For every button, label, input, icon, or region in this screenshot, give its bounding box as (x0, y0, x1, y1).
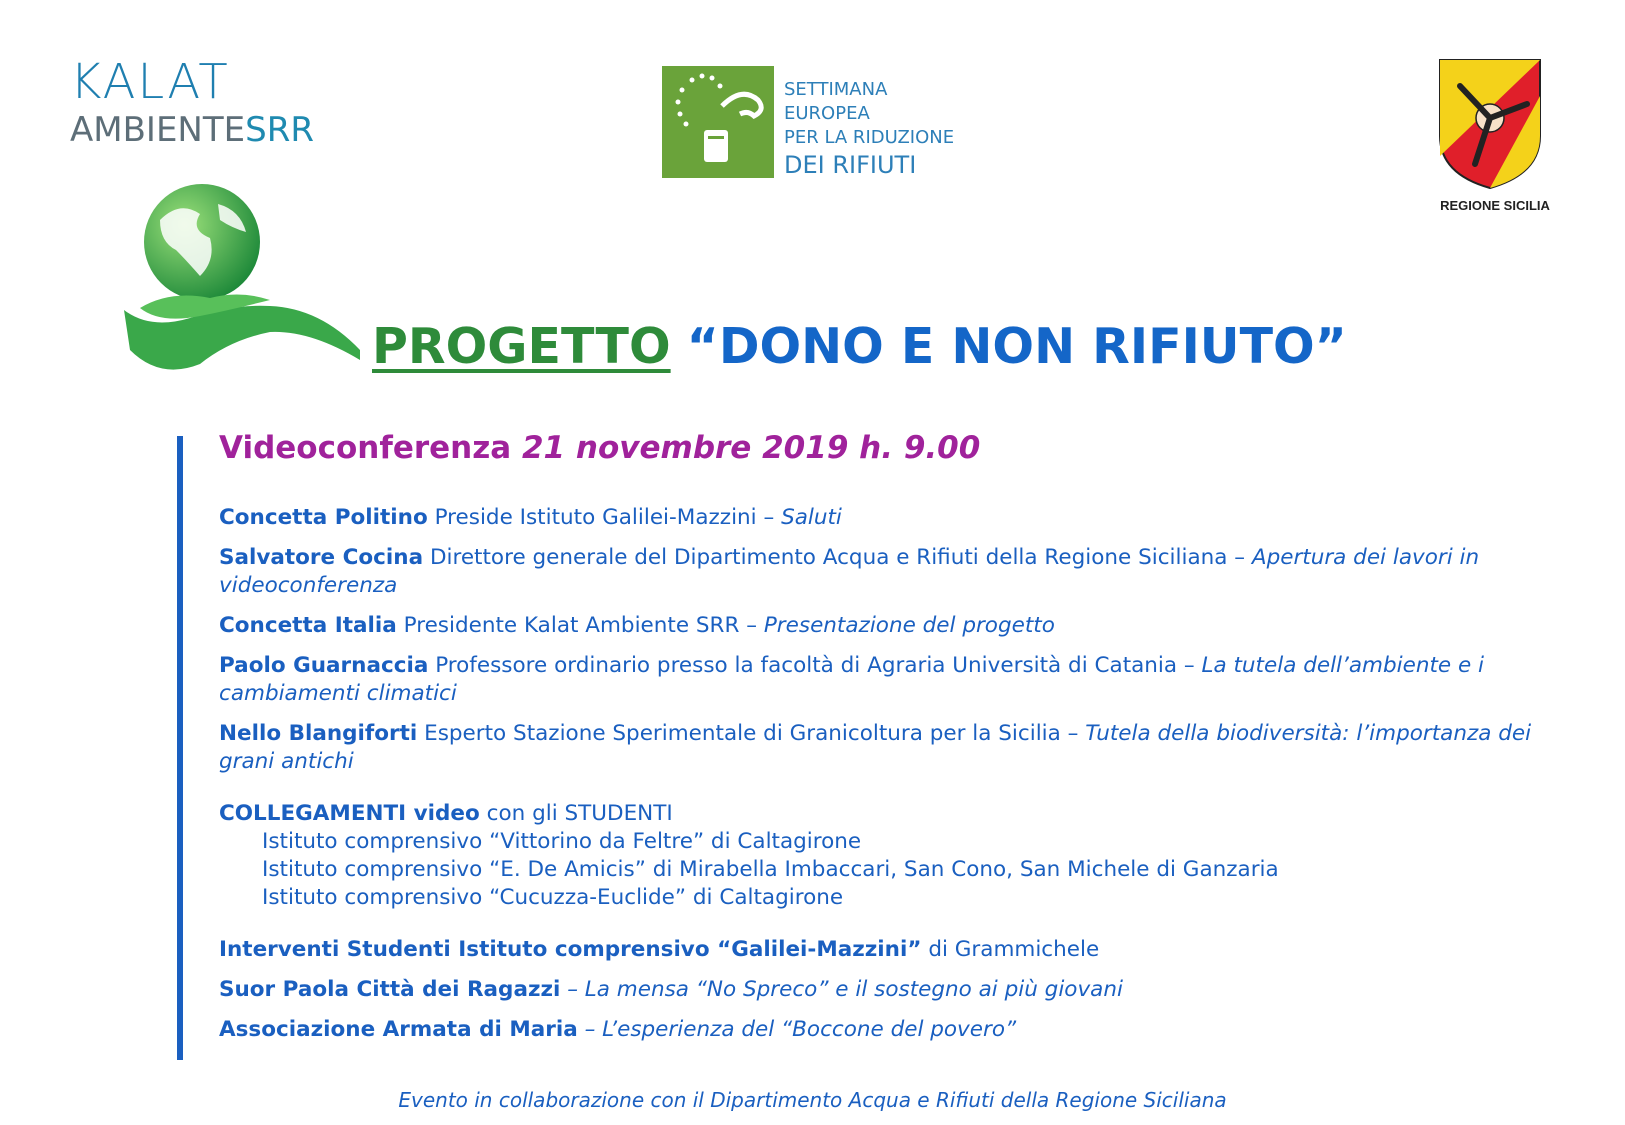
event-datetime: 21 novembre 2019 h. 9.00 (521, 430, 981, 466)
speaker-role: Direttore generale del Dipartimento Acqua e Rifiuti della Regione Siciliana – (429, 545, 1246, 570)
speaker-item (219, 504, 1549, 532)
event-heading (219, 430, 1549, 466)
closing-italic: – La mensa “No Spreco” e il sostegno ai più giovani (567, 977, 1123, 1002)
kalat-logo-line1: KALAT (70, 54, 230, 110)
school-item: Istituto comprensivo “Vittorino da Feltre” di Caltagirone (262, 829, 862, 854)
closing-bold: Associazione Armata di Maria (219, 1017, 578, 1042)
closing-rest: di Grammichele (928, 937, 1100, 962)
closing-italic: – L’esperienza del “Boccone del povero” (584, 1017, 1017, 1042)
page-title (372, 318, 1347, 375)
closing-item (219, 1016, 1549, 1044)
globe-hand-icon (120, 180, 380, 390)
speaker-item (219, 544, 1549, 600)
eu-week-emblem-icon (662, 66, 774, 178)
kalat-logo (70, 54, 350, 178)
closing-bold: Suor Paola Città dei Ragazzi (219, 977, 561, 1002)
speaker-role: Professore ordinario presso la facoltà di Agraria Università di Catania – (435, 653, 1195, 678)
kalat-logo-ambiente: AMBIENTE (70, 110, 246, 150)
eu-week-logo (662, 66, 962, 178)
speaker-role: Presidente Kalat Ambiente SRR – (403, 613, 757, 638)
event-label: Videoconferenza (219, 430, 512, 466)
speaker-item (219, 720, 1549, 776)
speaker-name: Concetta Italia (219, 613, 397, 638)
speaker-name: Nello Blangiforti (219, 721, 418, 746)
kalat-logo-srr: SRR (245, 110, 314, 150)
links-heading-rest: con gli STUDENTI (486, 801, 673, 826)
speaker-item (219, 652, 1549, 708)
school-item: Istituto comprensivo “Cucuzza-Euclide” di Caltagirone (262, 885, 844, 910)
eu-week-text (784, 78, 962, 180)
title-project-name: “DONO E NON RIFIUTO” (686, 318, 1347, 375)
title-progetto: PROGETTO (372, 318, 671, 375)
links-heading (219, 800, 1549, 828)
eu-week-line1: SETTIMANA EUROPEA (784, 79, 888, 124)
speaker-topic: Presentazione del progetto (763, 613, 1055, 638)
speaker-role: Esperto Stazione Sperimentale di Granicoltura per la Sicilia – (424, 721, 1079, 746)
footer-note: Evento in collaborazione con il Dipartimento Acqua e Rifiuti della Regione Siciliana (398, 1088, 1227, 1112)
speaker-name: Salvatore Cocina (219, 545, 424, 570)
region-crest (1420, 56, 1590, 226)
region-label: REGIONE SICILIA (1440, 198, 1550, 213)
closing-item (219, 936, 1549, 964)
closing-bold: Interventi Studenti Istituto comprensivo “Galilei-Mazzini” (219, 937, 922, 962)
speaker-topic: Saluti (781, 505, 842, 530)
speaker-topic: Apertura dei lavori in videoconferenza (219, 545, 1480, 598)
links-heading-bold: COLLEGAMENTI video (219, 801, 480, 826)
speaker-item (219, 612, 1549, 640)
speaker-list (219, 504, 1549, 776)
speaker-name: Paolo Guarnaccia (219, 653, 429, 678)
speaker-topic: La tutela dell’ambiente e i cambiamenti climatici (219, 653, 1484, 706)
kalat-logo-line2 (70, 110, 350, 150)
vertical-divider (177, 436, 183, 1060)
speaker-topic: Tutela della biodiversità: l’importanza dei grani antichi (219, 721, 1532, 774)
school-item: Istituto comprensivo “E. De Amicis” di Mirabella Imbaccari, San Cono, San Michele di Ganzaria (262, 857, 1279, 882)
speaker-role: Preside Istituto Galilei-Mazzini – (434, 505, 775, 530)
speaker-name: Concetta Politino (219, 505, 428, 530)
eu-week-line3: DEI RIFIUTI (784, 151, 917, 179)
sicily-crest-icon (1435, 56, 1545, 192)
program (219, 430, 1549, 1056)
closing-item (219, 976, 1549, 1004)
eu-week-line2: PER LA RIDUZIONE (784, 127, 955, 148)
